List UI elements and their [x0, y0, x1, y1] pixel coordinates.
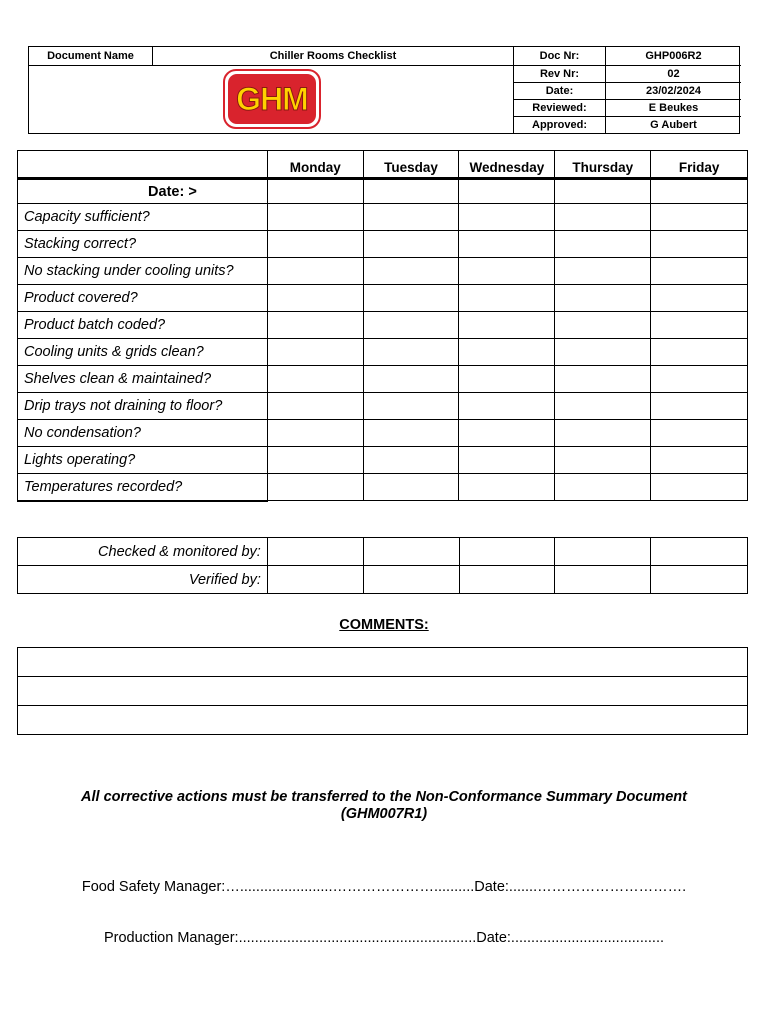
- check-cell[interactable]: [651, 366, 748, 393]
- check-cell[interactable]: [555, 285, 651, 312]
- check-cell[interactable]: [459, 366, 555, 393]
- checklist-row: [18, 447, 748, 474]
- check-cell[interactable]: [555, 474, 651, 501]
- meta-label: Reviewed:: [532, 101, 587, 114]
- check-cell[interactable]: [555, 339, 651, 366]
- checklist-question: Lights operating?: [18, 447, 268, 474]
- check-cell[interactable]: [459, 474, 555, 501]
- date-cell[interactable]: [267, 179, 363, 204]
- check-cell[interactable]: [267, 339, 363, 366]
- svg-text:GHM: GHM: [236, 81, 308, 117]
- corrective-actions-notice: All corrective actions must be transferred to the Non-Conformance Summary Document (GHM007R1): [81, 789, 687, 822]
- check-cell[interactable]: [651, 204, 748, 231]
- signoff-table: [17, 537, 748, 594]
- date-cell[interactable]: [459, 179, 555, 204]
- check-cell[interactable]: [651, 285, 748, 312]
- check-cell[interactable]: [555, 393, 651, 420]
- checklist-row: [18, 312, 748, 339]
- check-cell[interactable]: [363, 447, 459, 474]
- check-cell[interactable]: [363, 285, 459, 312]
- signature-cell[interactable]: [651, 538, 748, 566]
- day-header: Thursday: [555, 151, 651, 179]
- check-cell[interactable]: [555, 258, 651, 285]
- check-cell[interactable]: [555, 366, 651, 393]
- check-cell[interactable]: [651, 312, 748, 339]
- check-cell[interactable]: [459, 285, 555, 312]
- check-cell[interactable]: [459, 312, 555, 339]
- check-cell[interactable]: [459, 420, 555, 447]
- check-cell[interactable]: [651, 258, 748, 285]
- check-cell[interactable]: [267, 393, 363, 420]
- checklist-row: [18, 285, 748, 312]
- checklist-question: Temperatures recorded?: [18, 474, 268, 501]
- checklist-row: [18, 393, 748, 420]
- checked-by-label: Checked & monitored by:: [18, 538, 268, 566]
- checklist-row: [18, 420, 748, 447]
- checklist-question: Product covered?: [18, 285, 268, 312]
- doc-name-value: Chiller Rooms Checklist: [269, 50, 397, 62]
- check-cell[interactable]: [459, 258, 555, 285]
- comments-table: [17, 647, 748, 735]
- signature-cell[interactable]: [363, 538, 459, 566]
- checked-row: [18, 538, 748, 566]
- check-cell[interactable]: [459, 447, 555, 474]
- checklist-question: Cooling units & grids clean?: [18, 339, 268, 366]
- verified-by-label: Verified by:: [18, 566, 268, 594]
- check-cell[interactable]: [363, 231, 459, 258]
- check-cell[interactable]: [555, 420, 651, 447]
- doc-name-label: Document Name: [47, 50, 134, 62]
- check-cell[interactable]: [651, 231, 748, 258]
- checklist-question: Capacity sufficient?: [18, 204, 268, 231]
- date-cell[interactable]: [363, 179, 459, 204]
- check-cell[interactable]: [363, 339, 459, 366]
- meta-label: Approved:: [532, 118, 587, 131]
- check-cell[interactable]: [555, 447, 651, 474]
- meta-label: Doc Nr:: [539, 50, 580, 62]
- meta-value: 23/02/2024: [645, 84, 702, 97]
- checklist-question: Product batch coded?: [18, 312, 268, 339]
- check-cell[interactable]: [459, 393, 555, 420]
- check-cell[interactable]: [651, 420, 748, 447]
- signature-cell[interactable]: [459, 538, 555, 566]
- check-cell[interactable]: [267, 420, 363, 447]
- check-cell[interactable]: [363, 420, 459, 447]
- signature-cell[interactable]: [267, 538, 363, 566]
- checklist-row: [18, 366, 748, 393]
- check-cell[interactable]: [363, 474, 459, 501]
- meta-label: Date:: [545, 84, 574, 97]
- food-safety-manager-signature: Food Safety Manager:….......................…………………..........Date:.......………………………….: [81, 879, 687, 895]
- signature-cell[interactable]: [267, 566, 363, 594]
- verified-row: [18, 566, 748, 594]
- checklist-question: No stacking under cooling units?: [18, 258, 268, 285]
- check-cell[interactable]: [555, 231, 651, 258]
- signature-cell[interactable]: [651, 566, 748, 594]
- meta-value: 02: [667, 67, 680, 80]
- ghm-logo: [223, 69, 321, 129]
- check-cell[interactable]: [555, 204, 651, 231]
- check-cell[interactable]: [267, 204, 363, 231]
- day-header: Tuesday: [363, 151, 459, 179]
- check-cell[interactable]: [363, 366, 459, 393]
- check-cell[interactable]: [651, 474, 748, 501]
- day-header: Wednesday: [459, 151, 555, 179]
- check-cell[interactable]: [651, 447, 748, 474]
- check-cell[interactable]: [267, 474, 363, 501]
- checklist-table: [17, 150, 748, 502]
- check-cell[interactable]: [651, 339, 748, 366]
- check-cell[interactable]: [651, 393, 748, 420]
- checklist-question: No condensation?: [18, 420, 268, 447]
- check-cell[interactable]: [267, 231, 363, 258]
- meta-value: E Beukes: [648, 101, 699, 114]
- check-cell[interactable]: [459, 204, 555, 231]
- checklist-row: [18, 258, 748, 285]
- date-cell[interactable]: [555, 179, 651, 204]
- checklist-question: Drip trays not draining to floor?: [18, 393, 268, 420]
- checklist-question: Shelves clean & maintained?: [18, 366, 268, 393]
- date-row: [18, 179, 748, 204]
- check-cell[interactable]: [267, 258, 363, 285]
- checklist-row: [18, 339, 748, 366]
- check-cell[interactable]: [363, 204, 459, 231]
- signature-cell[interactable]: [555, 566, 651, 594]
- day-header-row: [18, 151, 748, 179]
- comment-line[interactable]: [18, 648, 748, 677]
- signature-cell[interactable]: [555, 538, 651, 566]
- checklist-row: [18, 231, 748, 258]
- signature-cell[interactable]: [363, 566, 459, 594]
- check-cell[interactable]: [267, 366, 363, 393]
- meta-value: G Aubert: [650, 118, 697, 131]
- checklist-row: [18, 204, 748, 231]
- comment-line[interactable]: [18, 706, 748, 735]
- check-cell[interactable]: [363, 393, 459, 420]
- check-cell[interactable]: [459, 231, 555, 258]
- date-label: Date: >: [18, 179, 268, 204]
- comment-line[interactable]: [18, 677, 748, 706]
- checklist-row: [18, 474, 748, 501]
- day-header: Monday: [267, 151, 363, 179]
- check-cell[interactable]: [555, 312, 651, 339]
- meta-label: Rev Nr:: [539, 67, 580, 80]
- checklist-question: Stacking correct?: [18, 231, 268, 258]
- date-cell[interactable]: [651, 179, 748, 204]
- check-cell[interactable]: [459, 339, 555, 366]
- header-blank-cell: [18, 151, 268, 179]
- meta-value: GHP006R2: [645, 50, 702, 62]
- document-header: [28, 46, 740, 134]
- signature-cell[interactable]: [459, 566, 555, 594]
- check-cell[interactable]: [267, 312, 363, 339]
- comments-title: COMMENTS:: [339, 617, 429, 633]
- check-cell[interactable]: [363, 312, 459, 339]
- day-header: Friday: [651, 151, 748, 179]
- production-manager-signature: Production Manager:...........................................................Date:......................................: [103, 930, 665, 946]
- check-cell[interactable]: [267, 285, 363, 312]
- check-cell[interactable]: [267, 447, 363, 474]
- check-cell[interactable]: [363, 258, 459, 285]
